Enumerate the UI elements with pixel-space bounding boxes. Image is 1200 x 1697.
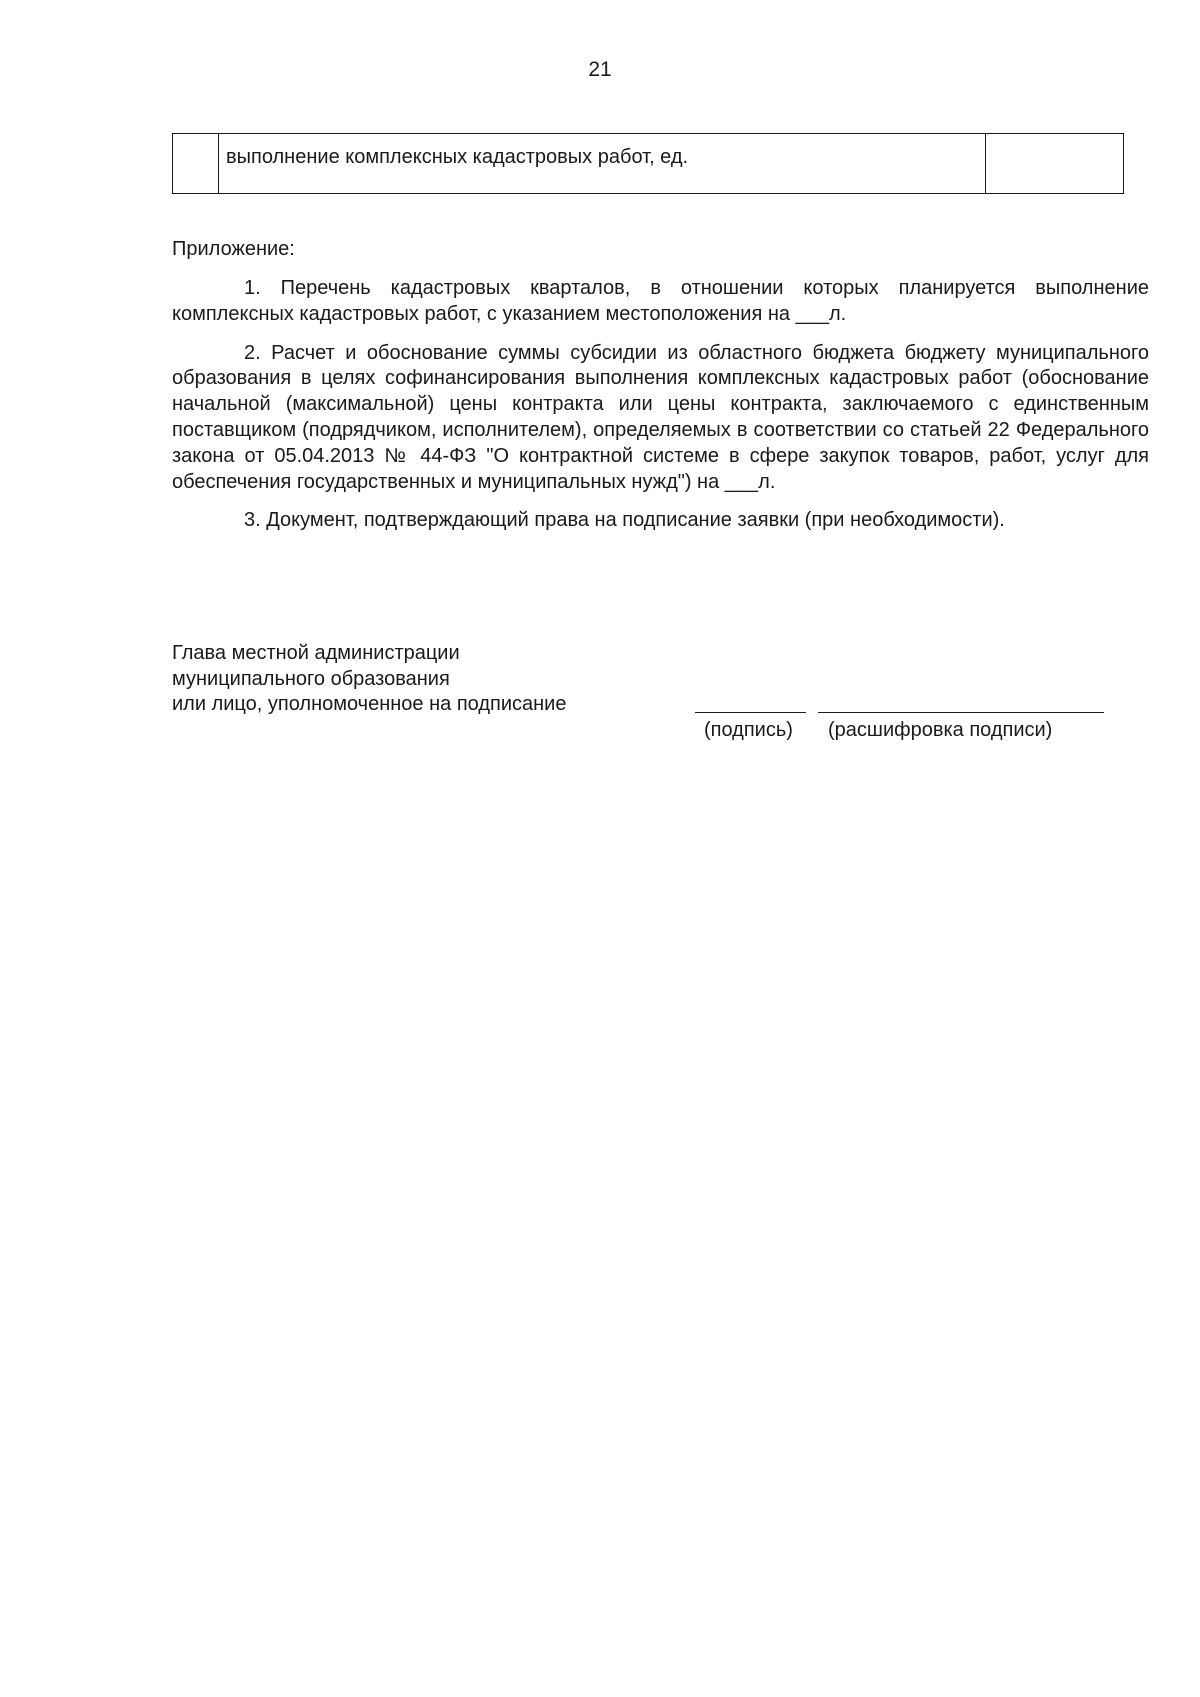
signatory-line: Глава местной администрации bbox=[172, 642, 460, 664]
signature-caption: (подпись) bbox=[704, 719, 793, 741]
signatory-line: муниципального образования bbox=[172, 667, 450, 690]
table-cell-description: выполнение комплексных кадастровых работ, ед. bbox=[219, 134, 986, 193]
table-cell-number bbox=[173, 134, 219, 193]
signature-decoding-caption: (расшифровка подписи) bbox=[828, 719, 1053, 741]
appendix-item: 1. Перечень кадастровых кварталов, в отношении которых планируется выполнение комплексных кадастровых работ, с указанием местоположения на ___л. bbox=[172, 277, 1149, 325]
works-table bbox=[172, 133, 1124, 194]
appendix-heading: Приложение: bbox=[172, 238, 295, 260]
signature-decoding-line bbox=[818, 712, 1104, 713]
page-number: 21 bbox=[588, 58, 612, 81]
appendix-item: 2. Расчет и обоснование суммы субсидии из областного бюджета бюджету муниципального образования в целях софинансирования выполнения комплексных кадастровых работ (обоснование начальной (максимальной) цены контракта или цены контракта, заключаемого с единственным поставщиком (подрядчиком, исполнителем), определяемых в соответствии со статьей 22 Федерального закона от 05.04.2013 № 44-ФЗ "О контрактной системе в сфере закупок товаров, работ, услуг для обеспечения государственных и муниципальных нужд") на ___л. bbox=[172, 341, 1149, 493]
signatory-line: или лицо, уполномоченное на подписание bbox=[172, 693, 567, 715]
appendix-item: 3. Документ, подтверждающий права на подписание заявки (при необходимости). bbox=[244, 509, 1005, 532]
table-cell-value bbox=[986, 134, 1123, 193]
appendix-list bbox=[172, 276, 1149, 547]
signatory-title bbox=[172, 641, 566, 718]
signature-line bbox=[695, 712, 806, 713]
